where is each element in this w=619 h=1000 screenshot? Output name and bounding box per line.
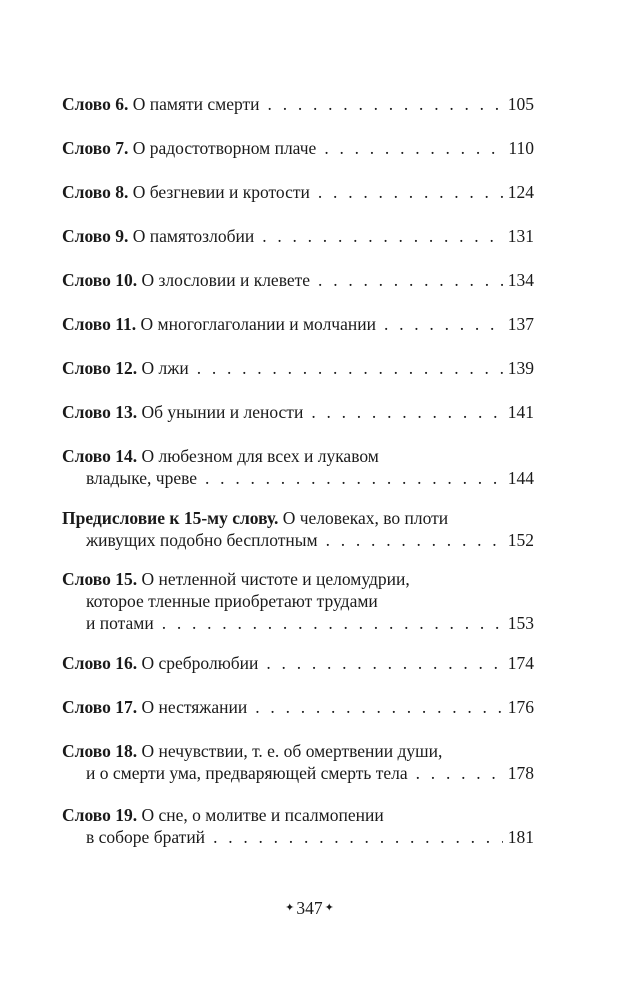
table-of-contents bbox=[62, 93, 534, 848]
toc-entry-first-line bbox=[62, 401, 534, 423]
toc-entry-first-line bbox=[62, 225, 534, 247]
toc-entry-heading: Слово 16. bbox=[62, 653, 138, 673]
toc-entry[interactable] bbox=[62, 445, 534, 489]
dot-leader bbox=[162, 612, 503, 634]
dot-leader bbox=[318, 269, 503, 291]
dot-leader bbox=[384, 313, 503, 335]
toc-entry-title: О злословии и клевете bbox=[141, 270, 311, 290]
toc-entry-first-line bbox=[62, 269, 534, 291]
toc-entry-title: О нетленной чистоте и целомудрии, bbox=[141, 569, 410, 589]
toc-entry-page-number: 153 bbox=[507, 613, 534, 633]
toc-entry-page-number: 110 bbox=[508, 138, 534, 158]
toc-entry-page-number: 124 bbox=[507, 182, 534, 202]
toc-entry-heading: Предисловие к 15-му слову. bbox=[62, 508, 279, 528]
toc-entry-heading: Слово 19. bbox=[62, 805, 138, 825]
toc-entry-page-number: 131 bbox=[507, 226, 534, 246]
toc-entry-title: О лжи bbox=[141, 358, 189, 378]
toc-entry-page-number: 181 bbox=[507, 827, 534, 847]
toc-entry-title: О нестяжании bbox=[141, 697, 248, 717]
toc-entry-continuation-line bbox=[62, 826, 534, 848]
toc-entry[interactable] bbox=[62, 137, 534, 159]
toc-entry-continuation-line bbox=[62, 762, 534, 784]
toc-entry[interactable] bbox=[62, 652, 534, 674]
toc-entry-first-line bbox=[62, 93, 534, 115]
toc-entry-title: О нечувствии, т. е. об омертвении души, bbox=[141, 741, 443, 761]
toc-entry-first-line bbox=[62, 568, 534, 590]
dot-leader bbox=[311, 401, 502, 423]
toc-entry[interactable] bbox=[62, 401, 534, 423]
toc-entry-continuation-line bbox=[62, 612, 534, 634]
toc-entry-heading: Слово 8. bbox=[62, 182, 129, 202]
ornament-right-icon: ✦ bbox=[324, 902, 334, 914]
toc-entry-title: и потами bbox=[86, 613, 154, 633]
toc-entry-title: Об унынии и лености bbox=[141, 402, 304, 422]
dot-leader bbox=[326, 529, 503, 551]
toc-entry-heading: Слово 18. bbox=[62, 741, 138, 761]
toc-entry[interactable] bbox=[62, 269, 534, 291]
toc-entry-first-line bbox=[62, 357, 534, 379]
toc-entry-title: О любезном для всех и лукавом bbox=[141, 446, 379, 466]
toc-entry-title: О памяти смерти bbox=[132, 94, 260, 114]
dot-leader bbox=[213, 826, 503, 848]
dot-leader bbox=[324, 137, 503, 159]
toc-entry-heading: Слово 6. bbox=[62, 94, 129, 114]
dot-leader bbox=[255, 696, 502, 718]
toc-entry-first-line bbox=[62, 137, 534, 159]
dot-leader bbox=[262, 225, 503, 247]
dot-leader bbox=[197, 357, 503, 379]
toc-entry-title: О безгневии и кротости bbox=[132, 182, 310, 202]
toc-entry-page-number: 105 bbox=[507, 94, 534, 114]
toc-entry-heading: Слово 10. bbox=[62, 270, 138, 290]
toc-entry-title: и о смерти ума, предваряющей смерть тела bbox=[86, 763, 408, 783]
dot-leader bbox=[205, 467, 503, 489]
toc-entry-title: которое тленные приобретают трудами bbox=[86, 591, 378, 611]
toc-entry-first-line bbox=[62, 740, 534, 762]
toc-entry[interactable] bbox=[62, 740, 534, 784]
toc-entry-first-line bbox=[62, 652, 534, 674]
toc-entry-first-line bbox=[62, 696, 534, 718]
toc-entry-continuation-line bbox=[62, 529, 534, 551]
toc-entry-first-line bbox=[62, 313, 534, 335]
dot-leader bbox=[266, 652, 502, 674]
page-number: 347 bbox=[296, 898, 323, 918]
toc-entry[interactable] bbox=[62, 507, 534, 551]
toc-entry-first-line bbox=[62, 445, 534, 467]
toc-entry-page-number: 134 bbox=[507, 270, 534, 290]
toc-entry-heading: Слово 17. bbox=[62, 697, 138, 717]
toc-entry[interactable] bbox=[62, 357, 534, 379]
toc-entry-page-number: 174 bbox=[507, 653, 534, 673]
toc-entry-title: О многоглаголании и молчании bbox=[140, 314, 376, 334]
toc-entry[interactable] bbox=[62, 804, 534, 848]
toc-entry-title: О сребролюбии bbox=[141, 653, 259, 673]
toc-entry-heading: Слово 11. bbox=[62, 314, 137, 334]
toc-entry-title: О радостотворном плаче bbox=[132, 138, 317, 158]
toc-entry-page-number: 176 bbox=[507, 697, 534, 717]
toc-entry[interactable] bbox=[62, 696, 534, 718]
toc-entry[interactable] bbox=[62, 93, 534, 115]
toc-entry-heading: Слово 14. bbox=[62, 446, 138, 466]
toc-entry-title: владыке, чреве bbox=[86, 468, 198, 488]
dot-leader bbox=[318, 181, 503, 203]
dot-leader bbox=[268, 93, 503, 115]
toc-entry-page-number: 139 bbox=[507, 358, 534, 378]
toc-entry-title: в соборе братий bbox=[86, 827, 206, 847]
toc-entry-page-number: 137 bbox=[507, 314, 534, 334]
toc-entry-title: О сне, о молитве и псалмопении bbox=[141, 805, 384, 825]
page-footer bbox=[0, 898, 619, 919]
toc-entry[interactable] bbox=[62, 181, 534, 203]
toc-entry-title: О человеках, во плоти bbox=[282, 508, 449, 528]
toc-entry-page-number: 141 bbox=[507, 402, 534, 422]
toc-entry-title: О памятозлобии bbox=[132, 226, 255, 246]
dot-leader bbox=[416, 762, 503, 784]
toc-entry-heading: Слово 15. bbox=[62, 569, 138, 589]
toc-entry-page-number: 152 bbox=[507, 530, 534, 550]
toc-entry-heading: Слово 13. bbox=[62, 402, 138, 422]
toc-entry-continuation-line bbox=[62, 467, 534, 489]
toc-entry[interactable] bbox=[62, 313, 534, 335]
ornament-left-icon: ✦ bbox=[285, 902, 295, 914]
toc-entry-heading: Слово 12. bbox=[62, 358, 138, 378]
toc-entry-continuation-line bbox=[62, 590, 534, 612]
toc-entry[interactable] bbox=[62, 568, 534, 634]
toc-entry-first-line bbox=[62, 181, 534, 203]
toc-entry-title: живущих подобно бесплотным bbox=[86, 530, 318, 550]
toc-entry-first-line bbox=[62, 804, 534, 826]
toc-entry-page-number: 144 bbox=[507, 468, 534, 488]
toc-entry-heading: Слово 9. bbox=[62, 226, 129, 246]
toc-entry-first-line bbox=[62, 507, 534, 529]
toc-entry-page-number: 178 bbox=[507, 763, 534, 783]
toc-entry-heading: Слово 7. bbox=[62, 138, 129, 158]
toc-entry[interactable] bbox=[62, 225, 534, 247]
